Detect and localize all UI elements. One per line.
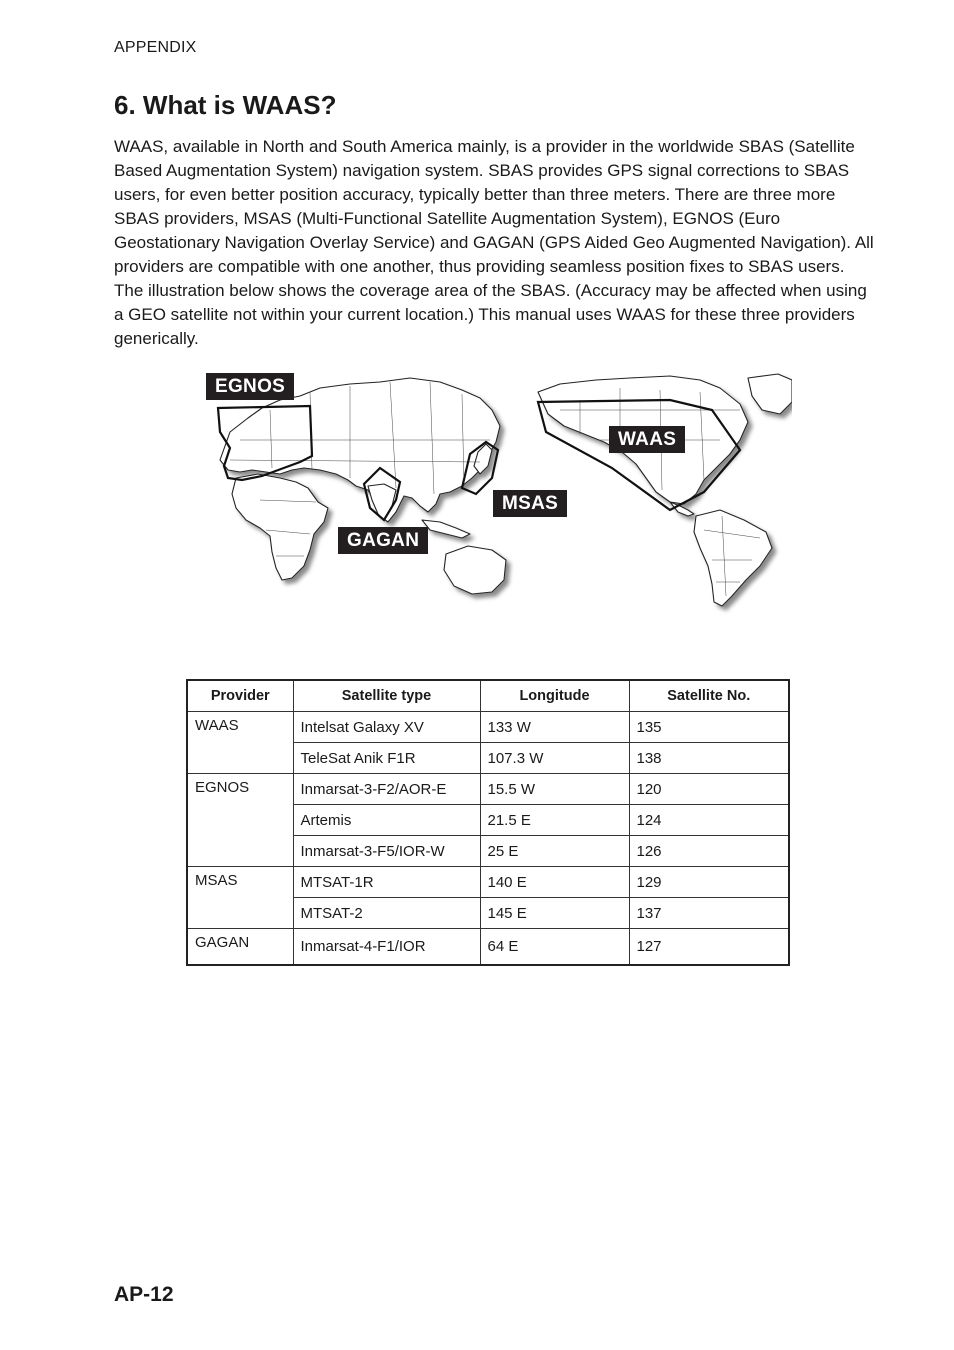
greenland-landmass bbox=[748, 374, 792, 414]
table-row bbox=[187, 867, 789, 898]
column-header-provider: Provider bbox=[187, 680, 293, 712]
section-body-text: WAAS, available in North and South America mainly, is a provider in the worldwide SBAS (Satellite Based Augmentation System) navigation system. SBAS provides GPS signal corrections to SBAS users, for even better position accuracy, typically better than three meters. There are three more SBAS providers, MSAS (Multi-Functional Satellite Augmentation System), EGNOS (Euro Geostationary Navigation Overlay Service) and GAGAN (GPS Aided Geo Augmented Navigation). All providers are compatible with one another, thus providing seamless position fixes to SBAS users. The illustration below shows the coverage area of the SBAS. (Accuracy may be affected when using a GEO satellite not within your current location.) This manual uses WAAS for these three providers generically. bbox=[114, 137, 874, 348]
column-header-satellite-no: Satellite No. bbox=[629, 680, 789, 712]
satellite-type-cell: Inmarsat-4-F1/IOR bbox=[293, 929, 480, 966]
table-header-row bbox=[187, 680, 789, 712]
map-label-msas: MSAS bbox=[493, 490, 567, 517]
satellite-type-cell: Intelsat Galaxy XV bbox=[293, 712, 480, 743]
table-row bbox=[187, 774, 789, 805]
map-label-egnos: EGNOS bbox=[206, 373, 294, 400]
australia-landmass bbox=[444, 546, 506, 594]
provider-cell: MSAS bbox=[187, 867, 293, 929]
column-header-satellite-type: Satellite type bbox=[293, 680, 480, 712]
longitude-cell: 107.3 W bbox=[480, 743, 629, 774]
provider-cell: EGNOS bbox=[187, 774, 293, 867]
provider-cell: WAAS bbox=[187, 712, 293, 774]
map-label-waas: WAAS bbox=[609, 426, 685, 453]
longitude-cell: 25 E bbox=[480, 836, 629, 867]
longitude-cell: 133 W bbox=[480, 712, 629, 743]
table-row bbox=[187, 712, 789, 743]
longitude-cell: 145 E bbox=[480, 898, 629, 929]
satellite-type-cell: Artemis bbox=[293, 805, 480, 836]
table-row bbox=[187, 929, 789, 966]
satellite-number-cell: 124 bbox=[629, 805, 789, 836]
south-america-landmass bbox=[694, 510, 772, 606]
satellite-number-cell: 120 bbox=[629, 774, 789, 805]
column-header-longitude: Longitude bbox=[480, 680, 629, 712]
sbas-satellite-table bbox=[186, 679, 790, 966]
satellite-type-cell: MTSAT-2 bbox=[293, 898, 480, 929]
sbas-coverage-map bbox=[200, 370, 792, 615]
longitude-cell: 21.5 E bbox=[480, 805, 629, 836]
running-header: APPENDIX bbox=[114, 39, 197, 56]
longitude-cell: 64 E bbox=[480, 929, 629, 966]
satellite-number-cell: 137 bbox=[629, 898, 789, 929]
satellite-number-cell: 129 bbox=[629, 867, 789, 898]
longitude-cell: 15.5 W bbox=[480, 774, 629, 805]
indonesia-islands bbox=[422, 520, 470, 538]
satellite-type-cell: MTSAT-1R bbox=[293, 867, 480, 898]
satellite-number-cell: 135 bbox=[629, 712, 789, 743]
satellite-type-cell: Inmarsat-3-F5/IOR-W bbox=[293, 836, 480, 867]
satellite-number-cell: 126 bbox=[629, 836, 789, 867]
africa-landmass bbox=[232, 474, 328, 580]
page-number: AP-12 bbox=[114, 1283, 174, 1306]
map-label-gagan: GAGAN bbox=[338, 527, 428, 554]
satellite-type-cell: Inmarsat-3-F2/AOR-E bbox=[293, 774, 480, 805]
satellite-type-cell: TeleSat Anik F1R bbox=[293, 743, 480, 774]
satellite-number-cell: 138 bbox=[629, 743, 789, 774]
satellite-number-cell: 127 bbox=[629, 929, 789, 966]
provider-cell: GAGAN bbox=[187, 929, 293, 966]
section-title: 6. What is WAAS? bbox=[114, 90, 337, 120]
longitude-cell: 140 E bbox=[480, 867, 629, 898]
